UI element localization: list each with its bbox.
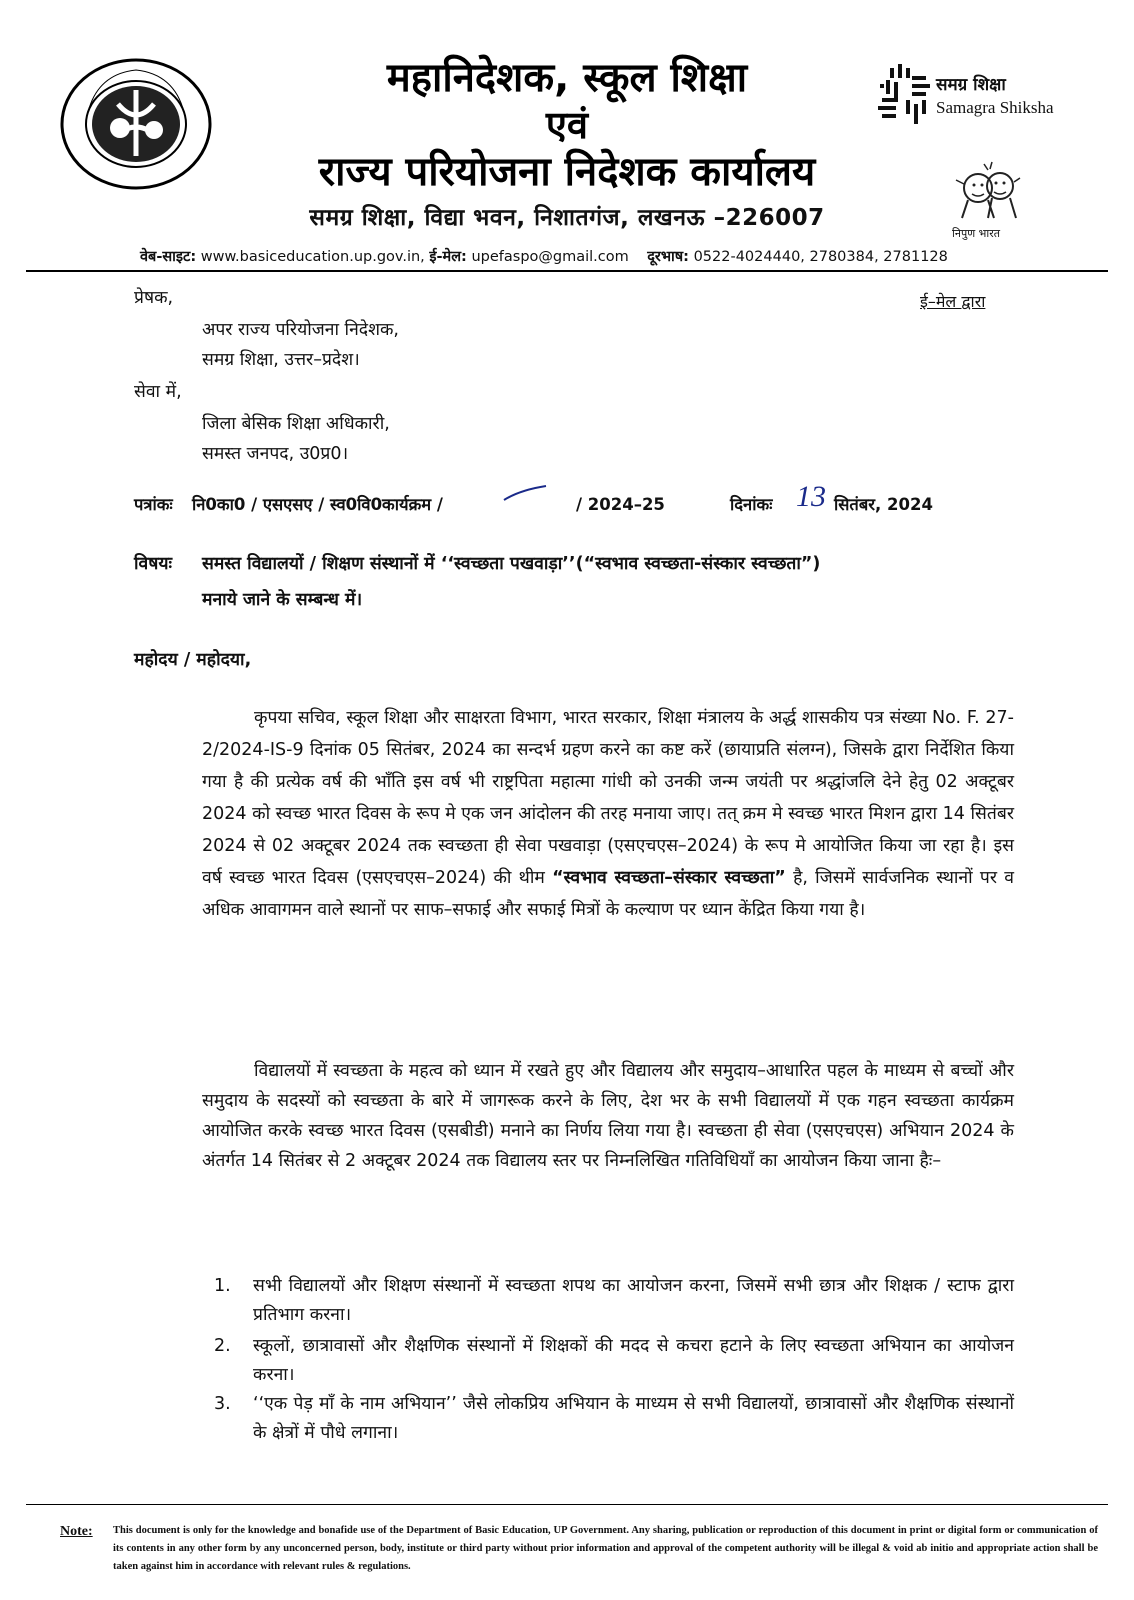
office-title-line2: एवं [545,103,589,147]
samagra-shiksha-hindi: समग्र शिक्षा [936,75,1006,95]
office-title-line3: राज्य परियोजना निदेशक कार्यालय [318,149,816,195]
list-item-number: 2. [214,1336,231,1356]
website-label: वेब-साइट: [140,249,197,265]
contact-line [140,246,1040,266]
paragraph-1-part1: कृपया सचिव, स्कूल शिक्षा और साक्षरता विभाग, भारत सरकार, शिक्षा मंत्रालय के अर्द्ध शासकीय पत्र संख्या No. F. 27-2/2024-IS-9 दिनांक 05 सितंबर, 2024 का सन्दर्भ ग्रहण करने का कष्ट करें (छायाप्रति संलग्न), जिसके द्वारा निर्देशित किया गया है की प्रत्येक वर्ष की भाँति इस वर्ष भी राष्ट्रपिता महात्मा गांधी को उनकी जन्म जयंती पर श्रद्धांजलि देने हेतु 02 अक्टूबर 2024 को स्वच्छ भारत दिवस के रूप मे एक जन आंदोलन की तरह मनाया जाए। तत् क्रम मे स्वच्छ भारत मिशन द्वारा 14 सितंबर 2024 से 02 अक्टूबर 2024 तक स्वच्छता ही सेवा पखवाड़ा (एसएचएस–2024) के रूप मे आयोजित किया जा रहा है। इस वर्ष स्वच्छ भारत दिवस (एसएचएस–2024) की थीम [202,708,1014,888]
recipient-label: सेवा में, [134,382,182,402]
phone-numbers: 0522-4024440, 2780384, 2781128 [693,249,948,265]
date-label: दिनांकः [730,495,773,514]
list-item-text: सभी विद्यालयों और शिक्षण संस्थानों में स्वच्छता शपथ का आयोजन करना, जिसमें सभी छात्र और शिक्षक / स्टाफ द्वारा प्रतिभाग करना। [253,1276,1014,1325]
phone-label: दूरभाष: [647,249,689,265]
recipient-line2: समस्त जनपद, उ0प्र0। [202,444,349,464]
samagra-shiksha-logo-icon [876,62,944,130]
recipient-line1: जिला बेसिक शिक्षा अधिकारी, [202,414,390,434]
date-day-handwritten: 13 [796,480,826,513]
date-month-year: सितंबर, 2024 [834,495,933,514]
sender-label: प्रेषक, [134,288,174,308]
salutation: महोदय / महोदया, [134,650,252,670]
nipun-bharat-logo [944,160,1034,242]
nipun-bharat-logo-icon [944,160,1034,222]
paragraph-2: विद्यालयों में स्वच्छता के महत्व को ध्यान में रखते हुए और विद्यालय और समुदाय–आधारित पहल के माध्यम से बच्चों और समुदाय के सदस्यों को स्वच्छता के बारे में जागरूक करने के लिए, देश भर के सभी विद्यालयों में एक गहन स्वच्छता कार्यक्रम आयोजित करके स्वच्छ भारत दिवस (एसबीडी) मनाने का निर्णय लिया गया है। स्वच्छता ही सेवा (एसएचएस) अभियान 2024 के अंतर्गत 14 सितंबर से 2 अक्टूबर 2024 तक विद्यालय स्तर पर निम्नलिखित गतिविधियाँ का आयोजन किया जाना हैः– [202,1061,1014,1171]
email-label: ई-मेल: [429,249,467,265]
note-text: This document is only for the knowledge and bonafide use of the Department of Basic Education, UP Government. Any sharing, publication or reproduction of this document in print or digital form or communication of its contents in any other form by any unconcerned person, body, institute or third party without prior information and approval of the competent authority will be illegal & void ab initio and appropriate action shall be taken against him in accordance with relevant rules & regulations. [113,1525,1098,1572]
paragraph-1-part2: है, जिसमें सार्वजनिक स्थानों पर व अधिक आवागमन वाले स्थानों पर साफ–सफाई और सफाई मित्रों के कल्याण पर ध्यान केंद्रित किया गया है। [202,868,1014,920]
reference-label: पत्रांकः [134,495,173,514]
list-item-text: स्कूलों, छात्रावासों और शैक्षणिक संस्थानों में शिक्षकों की मदद से कचरा हटाने के लिए स्वच्छता अभियान का आयोजन करना। [253,1336,1014,1385]
samagra-shiksha-english: Samagra Shiksha [936,98,1054,117]
sent-via-email: ई–मेल द्वारा [920,292,986,311]
nipun-bharat-text: निपुण भारत [952,227,1001,240]
paragraph-1 [202,702,1014,926]
office-address: समग्र शिक्षा, विद्या भवन, निशातगंज, लखनऊ –226007 [309,205,825,231]
website-link[interactable]: www.basiceducation.up.gov.in, [200,249,425,265]
subject-line1: समस्त विद्यालयों / शिक्षण संस्थानों में ‘‘स्वच्छता पखवाड़ा’’(“स्वभाव स्वच्छता-संस्कार स्वच्छता”) [202,554,821,574]
office-title-line1: महानिदेशक, स्कूल शिक्षा [386,55,748,101]
up-government-seal-icon [58,56,214,192]
sender-line2: समग्र शिक्षा, उत्तर–प्रदेश। [202,350,360,370]
list-item-number: 1. [214,1276,231,1296]
reference-handwritten-mark [500,484,552,506]
activities-list [202,1272,1014,1452]
reference-number: नि0का0 / एसएसए / स्व0वि0कार्यक्रम / [192,495,443,514]
samagra-shiksha-logo [876,62,1091,130]
email-link[interactable]: upefaspo@gmail.com [471,249,629,265]
header-divider [26,270,1108,272]
paragraph-1-theme: “स्वभाव स्वच्छता–संस्कार स्वच्छता” [552,868,786,888]
list-item-text: ‘‘एक पेड़ माँ के नाम अभियान’’ जैसे लोकप्रिय अभियान के माध्यम से सभी विद्यालयों, छात्रावासों और शैक्षणिक संस्थानों के क्षेत्रों में पौधे लगाना। [253,1394,1014,1443]
subject-label: विषयः [134,554,173,574]
note-label: Note: [60,1524,93,1539]
footer-divider [26,1504,1108,1505]
reference-year: / 2024–25 [576,495,665,514]
subject-line2: मनाये जाने के सम्बन्ध में। [202,590,363,610]
list-item-number: 3. [214,1394,231,1414]
sender-line1: अपर राज्य परियोजना निदेशक, [202,320,399,340]
